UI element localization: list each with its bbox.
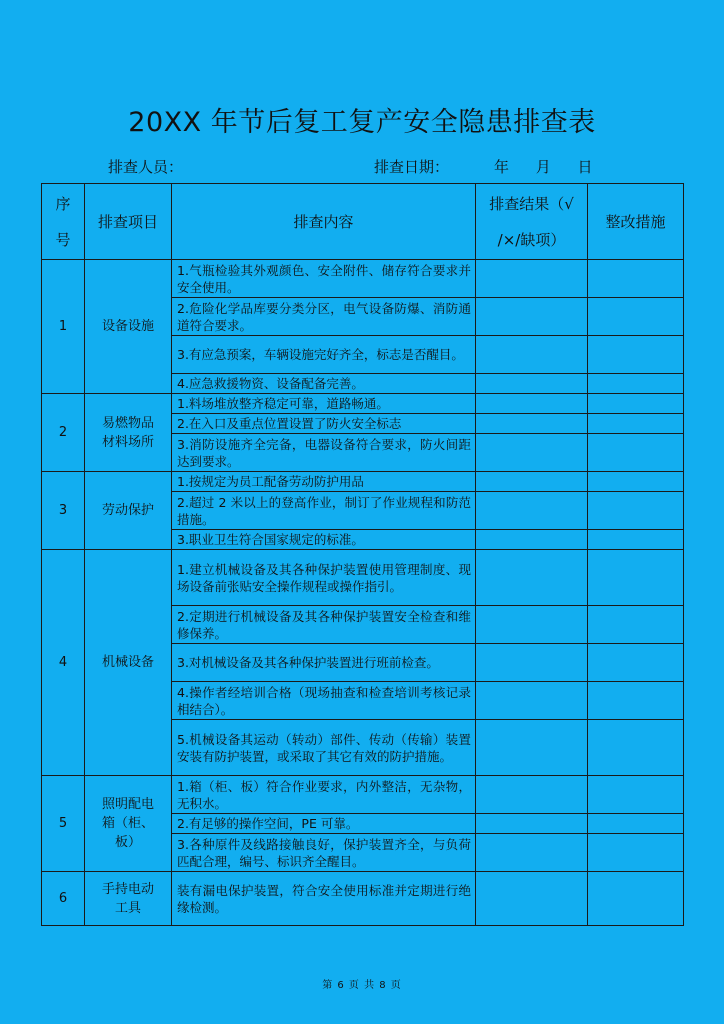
page-title: 20XX 年节后复工复产安全隐患排查表 bbox=[128, 107, 596, 138]
header-result-line2: /×/缺项） bbox=[497, 230, 566, 249]
inspection-content: 2.危险化学品库要分类分区，电气设备防爆、消防通道符合要求。 bbox=[172, 298, 476, 336]
measure-cell[interactable] bbox=[588, 834, 684, 872]
inspector-label: 排查人员： bbox=[108, 158, 184, 176]
date-units: 年 月 日 bbox=[494, 158, 593, 176]
inspection-item: 劳动保护 bbox=[85, 472, 172, 550]
row-number: 2 bbox=[42, 394, 85, 472]
inspection-item: 设备设施 bbox=[85, 260, 172, 394]
inspection-content: 5.机械设备其运动（转动）部件、传动（传输）装置安装有防护装置，或采取了其它有效的防护措施。 bbox=[172, 720, 476, 776]
inspection-content: 3.各种原件及线路接触良好，保护装置齐全，与负荷匹配合理，编号、标识齐全醒目。 bbox=[172, 834, 476, 872]
inspection-item: 易燃物品材料场所 bbox=[85, 394, 172, 472]
header-content: 排查内容 bbox=[172, 184, 476, 260]
table-body bbox=[42, 260, 684, 926]
inspection-content: 2.超过 2 米以上的登高作业，制订了作业规程和防范措施。 bbox=[172, 492, 476, 530]
inspection-content: 1.按规定为员工配备劳动防护用品 bbox=[172, 472, 476, 492]
table-row bbox=[42, 260, 684, 298]
inspection-content: 2.有足够的操作空间，PE 可靠。 bbox=[172, 814, 476, 834]
table-row bbox=[42, 776, 684, 814]
result-cell[interactable] bbox=[476, 298, 588, 336]
table-header-row bbox=[42, 184, 684, 260]
measure-cell[interactable] bbox=[588, 872, 684, 926]
result-cell[interactable] bbox=[476, 814, 588, 834]
inspection-item: 机械设备 bbox=[85, 550, 172, 776]
result-cell[interactable] bbox=[476, 644, 588, 682]
inspection-content: 装有漏电保护装置，符合安全使用标准并定期进行绝缘检测。 bbox=[172, 872, 476, 926]
inspection-content: 1.建立机械设备及其各种保护装置使用管理制度、现场设备前张贴安全操作规程或操作指引。 bbox=[172, 550, 476, 606]
header-no-line2: 号 bbox=[55, 230, 71, 249]
result-cell[interactable] bbox=[476, 394, 588, 414]
inspection-content: 1.箱（柜、板）符合作业要求，内外整洁，无杂物，无积水。 bbox=[172, 776, 476, 814]
measure-cell[interactable] bbox=[588, 550, 684, 606]
result-cell[interactable] bbox=[476, 414, 588, 434]
measure-cell[interactable] bbox=[588, 530, 684, 550]
table-row bbox=[42, 472, 684, 492]
result-cell[interactable] bbox=[476, 336, 588, 374]
measure-cell[interactable] bbox=[588, 298, 684, 336]
measure-cell[interactable] bbox=[588, 434, 684, 472]
result-cell[interactable] bbox=[476, 872, 588, 926]
row-number: 4 bbox=[42, 550, 85, 776]
row-number: 3 bbox=[42, 472, 85, 550]
table-row bbox=[42, 872, 684, 926]
measure-cell[interactable] bbox=[588, 776, 684, 814]
result-cell[interactable] bbox=[476, 550, 588, 606]
inspection-table bbox=[41, 183, 684, 926]
header-result bbox=[476, 184, 588, 260]
result-cell[interactable] bbox=[476, 606, 588, 644]
result-cell[interactable] bbox=[476, 260, 588, 298]
measure-cell[interactable] bbox=[588, 682, 684, 720]
measure-cell[interactable] bbox=[588, 374, 684, 394]
measure-cell[interactable] bbox=[588, 814, 684, 834]
inspection-content: 4.操作者经培训合格（现场抽查和检查培训考核记录相结合）。 bbox=[172, 682, 476, 720]
measure-cell[interactable] bbox=[588, 644, 684, 682]
header-no-line1: 序 bbox=[55, 194, 71, 213]
result-cell[interactable] bbox=[476, 374, 588, 394]
table-row bbox=[42, 394, 684, 414]
measure-cell[interactable] bbox=[588, 606, 684, 644]
measure-cell[interactable] bbox=[588, 260, 684, 298]
result-cell[interactable] bbox=[476, 834, 588, 872]
header-measure: 整改措施 bbox=[588, 184, 684, 260]
measure-cell[interactable] bbox=[588, 394, 684, 414]
measure-cell[interactable] bbox=[588, 492, 684, 530]
measure-cell[interactable] bbox=[588, 336, 684, 374]
header-item: 排查项目 bbox=[85, 184, 172, 260]
row-number: 1 bbox=[42, 260, 85, 394]
inspection-item: 手持电动工具 bbox=[85, 872, 172, 926]
inspection-content: 2.在入口及重点位置设置了防火安全标志 bbox=[172, 414, 476, 434]
inspection-content: 3.对机械设备及其各种保护装置进行班前检查。 bbox=[172, 644, 476, 682]
row-number: 5 bbox=[42, 776, 85, 872]
result-cell[interactable] bbox=[476, 720, 588, 776]
inspection-content: 1.料场堆放整齐稳定可靠，道路畅通。 bbox=[172, 394, 476, 414]
measure-cell[interactable] bbox=[588, 414, 684, 434]
inspection-content: 1.气瓶检验其外观颜色、安全附件、储存符合要求并安全使用。 bbox=[172, 260, 476, 298]
table-row bbox=[42, 550, 684, 606]
inspection-content: 3.消防设施齐全完备，电器设备符合要求，防火间距达到要求。 bbox=[172, 434, 476, 472]
inspection-item: 照明配电箱（柜、板） bbox=[85, 776, 172, 872]
inspection-content: 3.职业卫生符合国家规定的标准。 bbox=[172, 530, 476, 550]
measure-cell[interactable] bbox=[588, 720, 684, 776]
inspection-content: 2.定期进行机械设备及其各种保护装置安全检查和维修保养。 bbox=[172, 606, 476, 644]
result-cell[interactable] bbox=[476, 434, 588, 472]
measure-cell[interactable] bbox=[588, 472, 684, 492]
inspection-content: 4.应急救援物资、设备配备完善。 bbox=[172, 374, 476, 394]
result-cell[interactable] bbox=[476, 492, 588, 530]
date-label: 排查日期： bbox=[374, 158, 450, 176]
result-cell[interactable] bbox=[476, 472, 588, 492]
result-cell[interactable] bbox=[476, 530, 588, 550]
inspection-content: 3.有应急预案，车辆设施完好齐全，标志是否醒目。 bbox=[172, 336, 476, 374]
page-footer: 第 6 页 共 8 页 bbox=[322, 980, 402, 991]
row-number: 6 bbox=[42, 872, 85, 926]
header-result-line1: 排查结果（√ bbox=[489, 194, 574, 213]
result-cell[interactable] bbox=[476, 776, 588, 814]
result-cell[interactable] bbox=[476, 682, 588, 720]
header-no bbox=[42, 184, 85, 260]
